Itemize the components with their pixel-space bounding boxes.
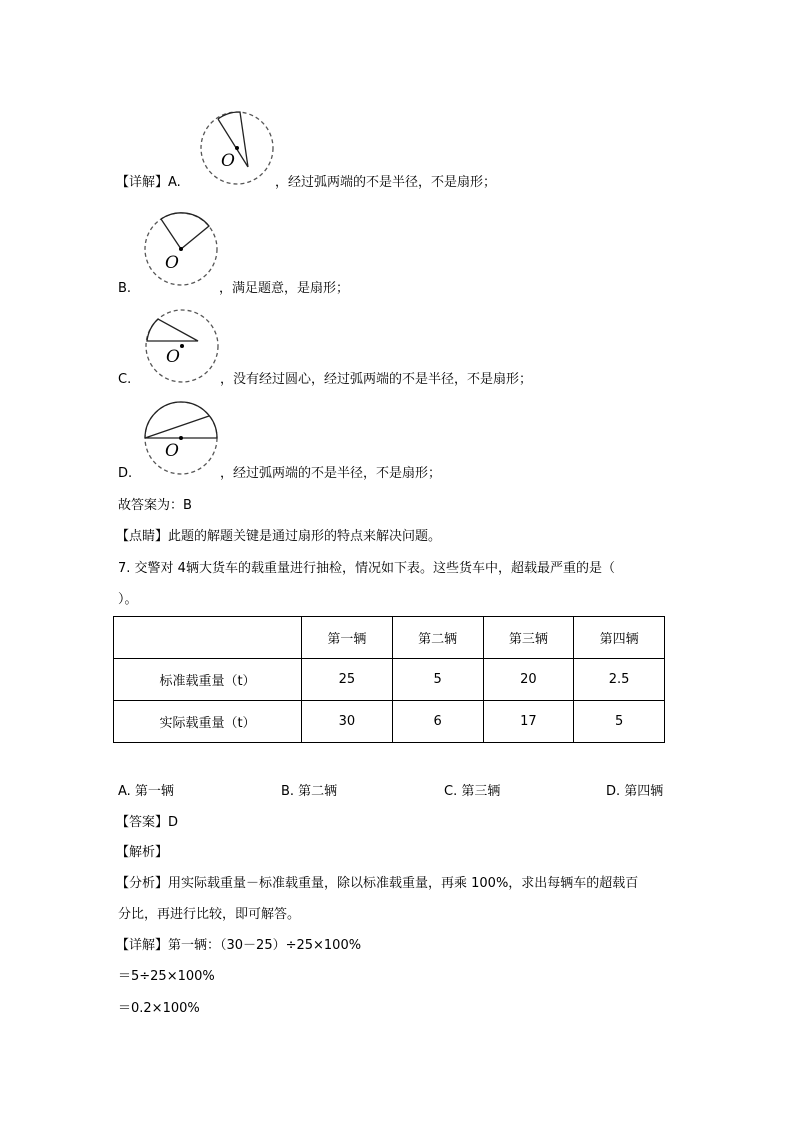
option-a-text: ，经过弧两端的不是半径，不是扇形；: [275, 175, 497, 190]
choice-a: A. 第一辆: [118, 784, 174, 799]
detail-line3: ＝0.2×100%: [118, 1001, 200, 1016]
table-row: 实际载重量（t） 30 6 17 5: [114, 701, 665, 743]
detail-line2: ＝5÷25×100%: [118, 969, 215, 984]
analysis-title: 【解析】: [116, 845, 169, 860]
label-o-a: O: [221, 151, 235, 171]
option-b-text: ，满足题意，是扇形；: [219, 281, 350, 296]
analysis-line1: 【分析】用实际载重量－标准载重量，除以标准载重量，再乘 100%，求出每辆车的超载百: [116, 876, 639, 891]
option-c-prefix: C.: [118, 372, 132, 387]
label-o-c: O: [166, 347, 180, 367]
choice-c: C. 第三辆: [444, 784, 501, 799]
figure-c-shape: [147, 319, 198, 341]
answer-7: 【答案】D: [116, 815, 179, 830]
table-header-row: 第一辆 第二辆 第三辆 第四辆: [114, 617, 665, 659]
label-o-d: O: [165, 441, 179, 461]
option-b-prefix: B.: [118, 281, 132, 296]
label-o-b: O: [165, 253, 179, 273]
detail-line1: 【详解】第一辆：（30－25）÷25×100%: [116, 938, 362, 953]
question-7-line2: ）。: [118, 592, 138, 607]
comment-line: 【点睛】此题的解题关键是通过扇形的特点来解决问题。: [116, 529, 442, 544]
choice-d: D. 第四辆: [606, 784, 664, 799]
answer-line: 故答案为：B: [118, 498, 192, 513]
figure-b-shape: [161, 213, 209, 249]
question-7-line1: 7. 交警对 4辆大货车的载重量进行抽检，情况如下表。这些货车中，超载最严重的是（: [118, 561, 615, 576]
load-table: [113, 616, 665, 743]
option-c-text: ，没有经过圆心，经过弧两端的不是半径，不是扇形；: [220, 372, 533, 387]
analysis-line2: 分比，再进行比较，即可解答。: [118, 907, 301, 922]
option-a-prefix: 【详解】A.: [116, 175, 181, 190]
figure-d-shape: [145, 402, 217, 438]
choice-b: B. 第二辆: [281, 784, 338, 799]
table-row: 标准载重量（t） 25 5 20 2.5: [114, 659, 665, 701]
option-d-text: ，经过弧两端的不是半径，不是扇形；: [220, 466, 442, 481]
option-d-prefix: D.: [118, 466, 133, 481]
sector-figures: [0, 0, 794, 500]
